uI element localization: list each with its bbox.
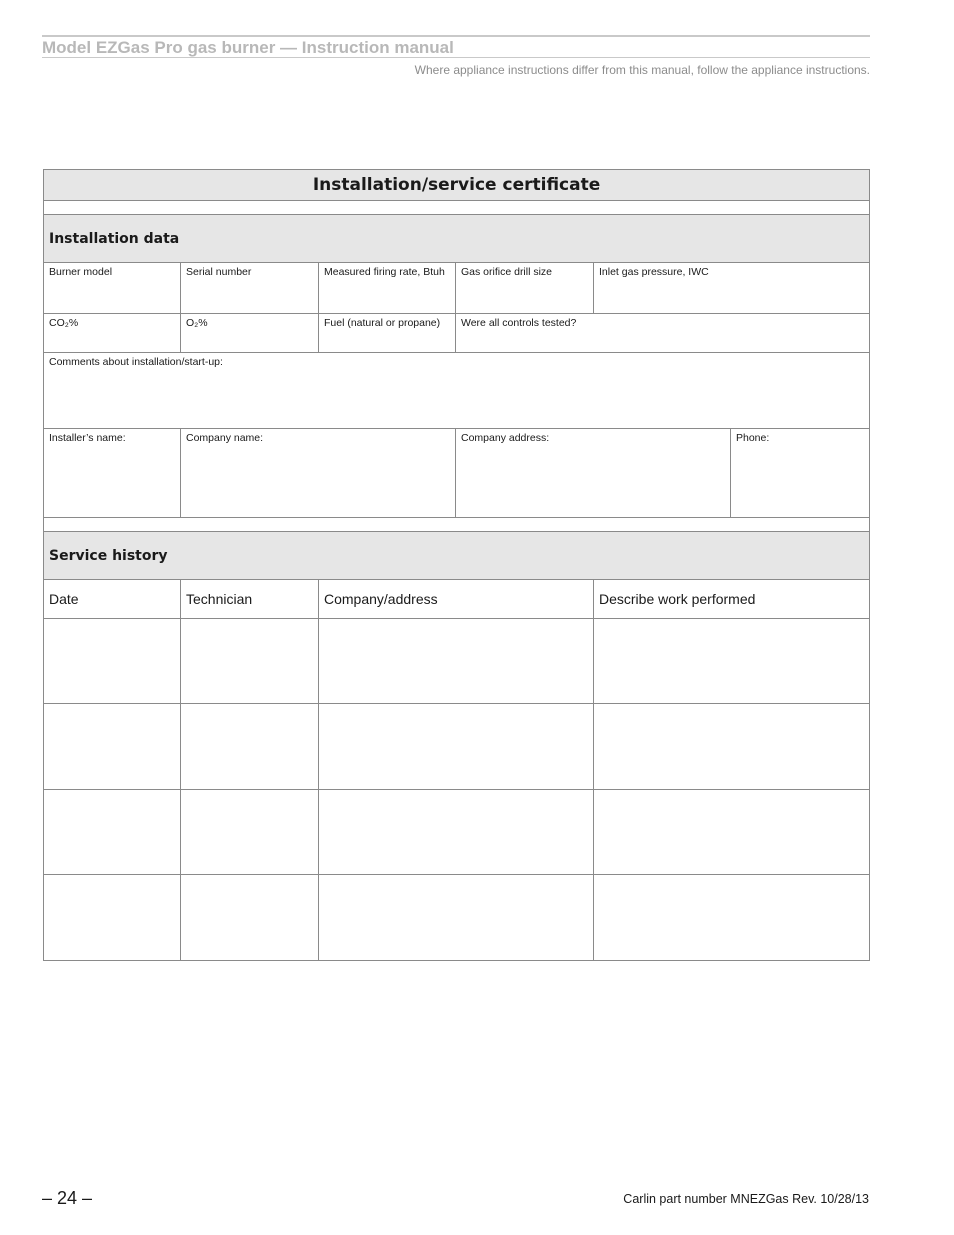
header-rule-top: [42, 35, 870, 37]
service-company-cell[interactable]: [319, 619, 594, 704]
phone-field[interactable]: Phone:: [731, 429, 870, 518]
service-date-cell[interactable]: [44, 790, 181, 875]
serial-number-field[interactable]: Serial number: [181, 263, 319, 314]
section-spacer: [44, 518, 870, 532]
manual-note: Where appliance instructions differ from this manual, follow the appliance instructions.: [414, 63, 870, 77]
service-work-cell[interactable]: [594, 704, 870, 790]
service-date-cell[interactable]: [44, 619, 181, 704]
installation-data-heading: Installation data: [44, 215, 870, 263]
orifice-size-field[interactable]: Gas orifice drill size: [456, 263, 594, 314]
service-row: [44, 790, 870, 875]
inlet-pressure-field[interactable]: Inlet gas pressure, IWC: [594, 263, 870, 314]
column-header-work-performed: Describe work performed: [594, 580, 870, 619]
company-address-field[interactable]: Company address:: [456, 429, 731, 518]
controls-tested-field[interactable]: Were all controls tested?: [456, 314, 870, 353]
column-header-company-address: Company/address: [319, 580, 594, 619]
service-row: [44, 704, 870, 790]
burner-model-field[interactable]: Burner model: [44, 263, 181, 314]
installation-service-certificate: [43, 169, 870, 961]
co2-field[interactable]: CO₂%: [44, 314, 181, 353]
header-rule-bottom: [42, 57, 870, 58]
service-work-cell[interactable]: [594, 875, 870, 961]
service-date-cell[interactable]: [44, 875, 181, 961]
service-date-cell[interactable]: [44, 704, 181, 790]
installer-name-field[interactable]: Installer’s name:: [44, 429, 181, 518]
service-company-cell[interactable]: [319, 790, 594, 875]
service-technician-cell[interactable]: [181, 875, 319, 961]
manual-title: Model EZGas Pro gas burner — Instruction manual: [42, 38, 454, 57]
service-company-cell[interactable]: [319, 875, 594, 961]
column-header-date: Date: [44, 580, 181, 619]
section-spacer: [44, 201, 870, 215]
service-work-cell[interactable]: [594, 619, 870, 704]
o2-field[interactable]: O₂%: [181, 314, 319, 353]
service-row: [44, 619, 870, 704]
service-technician-cell[interactable]: [181, 790, 319, 875]
fuel-field[interactable]: Fuel (natural or propane): [319, 314, 456, 353]
service-technician-cell[interactable]: [181, 619, 319, 704]
service-company-cell[interactable]: [319, 704, 594, 790]
service-history-heading: Service history: [44, 532, 870, 580]
comments-field[interactable]: Comments about installation/start-up:: [44, 353, 870, 429]
page-number: – 24 –: [42, 1188, 93, 1208]
company-name-field[interactable]: Company name:: [181, 429, 456, 518]
certificate-title: Installation/service certificate: [44, 170, 870, 201]
part-number: Carlin part number MNEZGas Rev. 10/28/13: [623, 1192, 869, 1206]
service-technician-cell[interactable]: [181, 704, 319, 790]
service-work-cell[interactable]: [594, 790, 870, 875]
service-row: [44, 875, 870, 961]
firing-rate-field[interactable]: Measured firing rate, Btuh: [319, 263, 456, 314]
column-header-technician: Technician: [181, 580, 319, 619]
